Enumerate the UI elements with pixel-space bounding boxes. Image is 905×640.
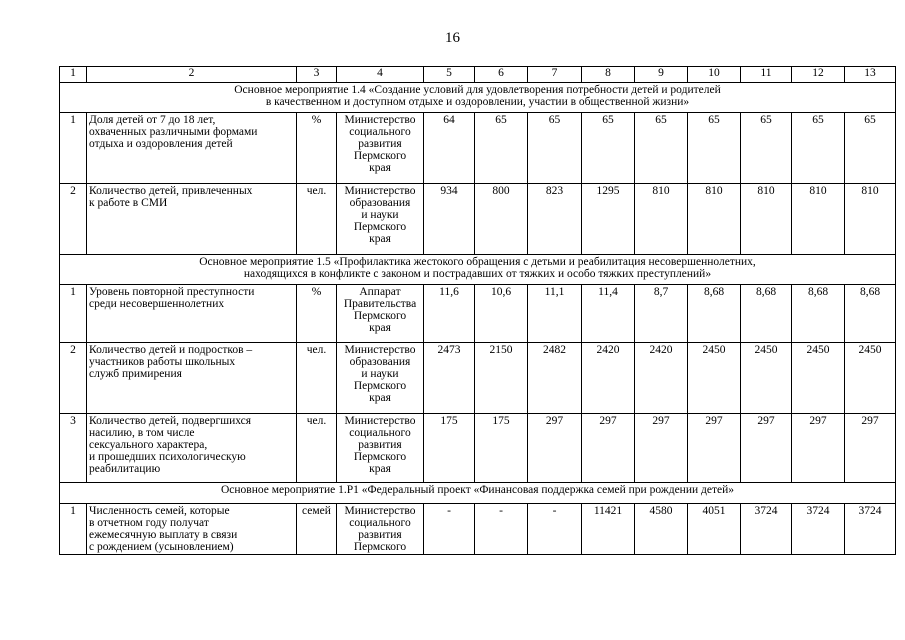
- value-cell: 2473: [424, 343, 475, 414]
- indicator-name: [87, 184, 297, 255]
- value-cell: 297: [845, 414, 896, 483]
- section-title-line: Основное мероприятие 1.4 «Создание условий для удовлетворения потребности детей и родителей: [234, 84, 721, 96]
- value-cell: 65: [528, 113, 582, 184]
- indicator-name: [87, 113, 297, 184]
- header-cell: 2: [87, 67, 297, 83]
- value-cell: 65: [635, 113, 688, 184]
- indicators-table: [59, 66, 896, 555]
- organization-line: Пермского: [353, 150, 407, 162]
- value-cell: 2150: [475, 343, 528, 414]
- value-cell: 3724: [741, 504, 792, 555]
- organization-line: Министерство: [344, 114, 416, 126]
- organization-cell: [337, 343, 424, 414]
- row-number: 2: [60, 184, 87, 255]
- section-title: [60, 255, 896, 285]
- value-cell: 11421: [582, 504, 635, 555]
- value-cell: 3724: [792, 504, 845, 555]
- value-cell: 800: [475, 184, 528, 255]
- section-row: [60, 83, 896, 113]
- value-cell: 810: [688, 184, 741, 255]
- indicator-name-line: насилию, в том числе: [89, 427, 195, 439]
- organization-cell: [337, 285, 424, 343]
- organization-line: Пермского: [353, 310, 407, 322]
- value-cell: 65: [741, 113, 792, 184]
- value-cell: 297: [635, 414, 688, 483]
- value-cell: 8,7: [635, 285, 688, 343]
- value-cell: 11,6: [424, 285, 475, 343]
- organization-line: образования: [349, 356, 411, 368]
- header-row: [60, 67, 896, 83]
- header-cell: 12: [792, 67, 845, 83]
- organization-cell: [337, 414, 424, 483]
- value-cell: 65: [688, 113, 741, 184]
- organization-line: Аппарат: [359, 286, 401, 298]
- section-title-line: в качественном и доступном отдыхе и оздоровлении, участии в общественной жизни»: [265, 96, 690, 108]
- value-cell: 8,68: [741, 285, 792, 343]
- organization-line: края: [369, 162, 391, 174]
- value-cell: 175: [424, 414, 475, 483]
- organization-line: края: [369, 392, 391, 404]
- organization-line: социального: [349, 126, 411, 138]
- organization-cell: [337, 184, 424, 255]
- value-cell: 3724: [845, 504, 896, 555]
- value-cell: 11,1: [528, 285, 582, 343]
- header-cell: 8: [582, 67, 635, 83]
- value-cell: -: [528, 504, 582, 555]
- header-cell: 9: [635, 67, 688, 83]
- section-title-line: Основное мероприятие 1.Р1 «Федеральный проект «Финансовая поддержка семей при рождении детей»: [220, 484, 735, 496]
- indicator-name-line: сексуального характера,: [89, 439, 208, 451]
- value-cell: 297: [528, 414, 582, 483]
- organization-line: Пермского: [353, 541, 407, 553]
- value-cell: 11,4: [582, 285, 635, 343]
- indicator-name-line: Количество детей, привлеченных: [89, 185, 253, 197]
- indicator-name-line: Количество детей, подвергшихся: [89, 415, 252, 427]
- unit-cell: чел.: [297, 184, 337, 255]
- value-cell: 8,68: [688, 285, 741, 343]
- value-cell: 297: [688, 414, 741, 483]
- unit-cell: чел.: [297, 343, 337, 414]
- value-cell: 4051: [688, 504, 741, 555]
- value-cell: 8,68: [845, 285, 896, 343]
- table-row: [60, 414, 896, 483]
- value-cell: 64: [424, 113, 475, 184]
- organization-line: края: [369, 463, 391, 475]
- value-cell: 810: [845, 184, 896, 255]
- header-cell: 11: [741, 67, 792, 83]
- value-cell: -: [475, 504, 528, 555]
- organization-line: Министерство: [344, 415, 416, 427]
- header-cell: 4: [337, 67, 424, 83]
- row-number: 2: [60, 343, 87, 414]
- table-row: [60, 343, 896, 414]
- organization-cell: [337, 504, 424, 555]
- header-cell: 1: [60, 67, 87, 83]
- indicator-name-line: среди несовершеннолетних: [89, 298, 225, 310]
- value-cell: 2482: [528, 343, 582, 414]
- value-cell: 65: [845, 113, 896, 184]
- value-cell: 2450: [792, 343, 845, 414]
- organization-line: и науки: [361, 368, 399, 380]
- organization-line: образования: [349, 197, 411, 209]
- row-number: 3: [60, 414, 87, 483]
- indicator-name: [87, 504, 297, 555]
- organization-line: Пермского: [353, 451, 407, 463]
- organization-line: развития: [358, 529, 402, 541]
- organization-line: развития: [358, 138, 402, 150]
- section-title: [60, 83, 896, 113]
- section-row: [60, 483, 896, 504]
- indicator-name-line: Численность семей, которые: [89, 505, 230, 517]
- value-cell: 2420: [582, 343, 635, 414]
- unit-cell: %: [297, 113, 337, 184]
- value-cell: 2450: [741, 343, 792, 414]
- organization-line: развития: [358, 439, 402, 451]
- header-cell: 3: [297, 67, 337, 83]
- value-cell: 297: [741, 414, 792, 483]
- organization-line: и науки: [361, 209, 399, 221]
- section-title-line: находящихся в конфликте с законом и пострадавших от тяжких и особо тяжких преступлений»: [243, 268, 712, 280]
- organization-cell: [337, 113, 424, 184]
- header-cell: 10: [688, 67, 741, 83]
- header-cell: 13: [845, 67, 896, 83]
- organization-line: Министерство: [344, 505, 416, 517]
- value-cell: -: [424, 504, 475, 555]
- section-title: [60, 483, 896, 504]
- value-cell: 810: [792, 184, 845, 255]
- value-cell: 10,6: [475, 285, 528, 343]
- organization-line: Правительства: [343, 298, 417, 310]
- table-row: [60, 504, 896, 555]
- indicator-name-line: Доля детей от 7 до 18 лет,: [89, 114, 216, 126]
- value-cell: 65: [582, 113, 635, 184]
- organization-line: края: [369, 322, 391, 334]
- table-row: [60, 113, 896, 184]
- table-row: [60, 285, 896, 343]
- indicator-name: [87, 285, 297, 343]
- organization-line: Министерство: [344, 344, 416, 356]
- organization-line: социального: [349, 517, 411, 529]
- value-cell: 2420: [635, 343, 688, 414]
- indicator-name-line: отдыха и оздоровления детей: [89, 138, 233, 150]
- indicator-name: [87, 414, 297, 483]
- organization-line: Министерство: [344, 185, 416, 197]
- value-cell: 297: [582, 414, 635, 483]
- indicator-name-line: и прошедших психологическую: [89, 451, 246, 463]
- organization-line: Пермского: [353, 380, 407, 392]
- row-number: 1: [60, 504, 87, 555]
- value-cell: 297: [792, 414, 845, 483]
- value-cell: 65: [475, 113, 528, 184]
- indicator-name-line: служб примирения: [89, 368, 182, 380]
- unit-cell: %: [297, 285, 337, 343]
- organization-line: социального: [349, 427, 411, 439]
- indicator-name-line: Количество детей и подростков –: [89, 344, 253, 356]
- value-cell: 2450: [845, 343, 896, 414]
- indicator-name-line: охваченных различными формами: [89, 126, 258, 138]
- value-cell: 934: [424, 184, 475, 255]
- row-number: 1: [60, 113, 87, 184]
- indicator-name-line: участников работы школьных: [89, 356, 236, 368]
- header-cell: 7: [528, 67, 582, 83]
- row-number: 1: [60, 285, 87, 343]
- table-row: [60, 184, 896, 255]
- indicator-name-line: реабилитацию: [89, 463, 161, 475]
- value-cell: 2450: [688, 343, 741, 414]
- header-cell: 6: [475, 67, 528, 83]
- indicator-name-line: в отчетном году получат: [89, 517, 209, 529]
- indicator-name-line: Уровень повторной преступности: [89, 286, 255, 298]
- value-cell: 823: [528, 184, 582, 255]
- value-cell: 810: [741, 184, 792, 255]
- organization-line: края: [369, 233, 391, 245]
- section-row: [60, 255, 896, 285]
- value-cell: 4580: [635, 504, 688, 555]
- indicator-name-line: ежемесячную выплату в связи: [89, 529, 238, 541]
- indicator-name-line: с рождением (усыновлением): [89, 541, 234, 553]
- section-title-line: Основное мероприятие 1.5 «Профилактика жестокого обращения с детьми и реабилитация несовершеннолетних,: [199, 256, 756, 268]
- page-number: 16: [445, 30, 460, 46]
- value-cell: 175: [475, 414, 528, 483]
- value-cell: 1295: [582, 184, 635, 255]
- unit-cell: чел.: [297, 414, 337, 483]
- value-cell: 8,68: [792, 285, 845, 343]
- value-cell: 65: [792, 113, 845, 184]
- unit-cell: семей: [297, 504, 337, 555]
- indicator-name-line: к работе в СМИ: [89, 197, 168, 209]
- value-cell: 810: [635, 184, 688, 255]
- indicator-name: [87, 343, 297, 414]
- header-cell: 5: [424, 67, 475, 83]
- organization-line: Пермского: [353, 221, 407, 233]
